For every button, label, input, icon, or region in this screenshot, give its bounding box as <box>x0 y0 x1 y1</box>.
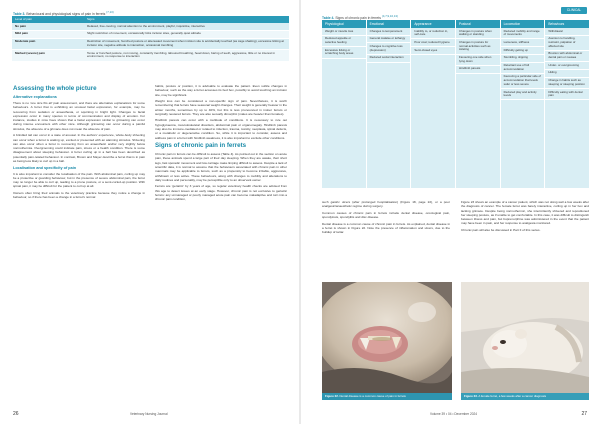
body-paragraph: Dental disease is a common cause of chronic pain in ferrets. As explained, dental disease in a ferret is shown in Figure 22. Note the presence of inflammation and ulcers, due to the buildup of tartar. <box>322 221 450 235</box>
table-row <box>12 50 289 62</box>
body-paragraph: Figure 23 shows an example of a cancer patient, which was not doing well a few weeks after the diagnosis of cancer. The female ferret was barely interactive, curling up in her box and lacking grimace. Despite being normothermic, she intermittently shivered and repositioned her sleeping posture, as if unable to get comfortable. In this case, it was difficult to distinguish between illness and pain, but buprenorphine was administered in the event that the patient may have been in pain, and her response to analgesia monitored. <box>461 200 589 226</box>
pain-signs-cell: Restriction of movement, hunched posture or attenuated movement when incision site is accidentally touched (as cage shaking), excessive licking at incision site, negative attitude to interaction, occasional trembling <box>84 38 289 50</box>
section-heading: Assessing the whole picture <box>13 85 97 92</box>
pain-level-cell: No pain <box>12 23 84 30</box>
body-paragraph: Chronic pain will also be discussed in Part II of this series. <box>461 227 541 232</box>
table4-caption-cite: (4,7,9,10,13) <box>381 14 398 18</box>
table-cell: Lameness, stiffness <box>501 39 545 47</box>
pain-level-cell: Mild pain <box>12 30 84 38</box>
table-cell: General malaise or lethargy <box>367 36 411 44</box>
table-cell: Stumbling, slipping <box>501 55 545 63</box>
pain-levels-table <box>12 16 289 62</box>
table-cell: Poor coat; reduced hygiene <box>411 39 455 47</box>
table-header-signs: Signs <box>84 16 289 23</box>
table-cell: Changes in posture when walking or standing <box>456 28 500 39</box>
table-column-physiological <box>322 20 366 188</box>
clinical-badge: CLINICAL <box>561 7 587 14</box>
figure-23-photo <box>461 282 589 400</box>
ferret-dental-image <box>322 282 452 400</box>
figure-23-caption <box>461 393 589 400</box>
pain-signs-cell: Relaxed, free-moving, normal attention to the environment, playful, inquisitive, interactive <box>84 23 289 30</box>
table-cell: Hindlimb paresis <box>456 66 500 74</box>
figure-23-label: Figure 23. <box>464 394 478 398</box>
section-heading: Signs of chronic pain in ferrets <box>155 142 247 150</box>
column-header: Locomotion <box>501 20 545 28</box>
page-number-right: 27 <box>581 411 587 417</box>
issue-footer: Volume 39 • 04 • December 2024 <box>430 412 478 416</box>
table3-caption-label: Table 3. <box>13 12 26 17</box>
table-cell: Semi-closed eyes <box>411 47 455 55</box>
body-paragraph: Hindlimb paresis can occur with a multitude of conditions. It is necessary to rule out hypoglycaemia, musculoskeletal disorders, abdominal pain or organomegaly. Hindlimb paresis may also be immune-mediated or related to infection, trauma, toxicity, neoplasia, spinal defects, or a metabolic or degenerative condition. So, while it is important to consider, assess and address pain in a ferret with hindlimb weakness, it is also important to exclude other conditions. <box>155 118 287 140</box>
subsection-heading: Alternative explanations <box>13 95 57 99</box>
table-cell: Changes to temperament <box>367 28 411 36</box>
body-paragraph: It is also important to consider the localisation of the pain. With abdominal pain, curling up may be a protective or guarding behaviour, but in the presence of severe abdominal pain, the ferret may no longer be able to curl up, leading to a prone posture, or a semi-curled-up position. With spinal pain, it may be difficult for the patient to curl up at all. <box>13 171 145 189</box>
ferret-cancer-patient-image <box>461 282 589 400</box>
body-paragraph: Ferrets are 'geriatric' by 3 years of age, so regular veterinary health checks are advised from this age to detect issues at an early stage. However, chronic pain is not exclusive to geriatric ferrets: any unmanaged or poorly managed acute pain can become maladaptive and turn into a chronic pain condition, <box>155 184 287 202</box>
table-cell: Aversion to handling, restraint, palpation of affected site <box>545 36 589 51</box>
table-cell: Reduced social interaction <box>367 55 411 63</box>
pain-level-cell: Marked (severe) pain <box>12 50 84 62</box>
body-paragraph: Owners often bring their animals to the veterinary practice because they notice a change in behaviour, so if there has been a change in a ferret's normal <box>13 190 145 200</box>
table-column-behaviours <box>545 20 589 188</box>
table-row <box>12 30 289 38</box>
subsection-heading: Localisation and specificity of pain <box>13 165 77 170</box>
table-cell: Reduced play and activity levels <box>501 89 545 100</box>
figure-22-caption <box>322 393 452 400</box>
table4-caption-text: Signs of chronic pain in ferrets <box>335 16 381 21</box>
column-header: Behaviours <box>545 20 589 28</box>
table-column-postural <box>456 20 500 188</box>
table-cell: Favouring a particular side of accommodation that levels safer or less severe <box>501 74 545 89</box>
pain-signs-cell: Tense or hunched posture, not moving, constantly trembling, laboured breathing, head down, baring of teeth, aggressive, little or no interest in environment, no response to interaction <box>84 50 289 62</box>
figure-23-text: A female ferret, a few weeks after a cancer diagnosis <box>478 394 547 398</box>
table-column-emotional <box>367 20 411 188</box>
column-header: Appearance <box>411 20 455 28</box>
table-cell: Under- or overgrooming <box>545 62 589 70</box>
journal-footer: Veterinary Nursing Journal <box>130 412 168 416</box>
pain-level-cell: Moderate pain <box>12 38 84 50</box>
table-cell: Reduced mobility and range of movements <box>501 28 545 39</box>
table4-caption-label: Table 4. <box>322 16 335 21</box>
table-row <box>12 23 289 30</box>
table3-caption-cite: (7,13) <box>106 10 114 14</box>
body-paragraph: habits, posture or position, it is advisable to evaluate the patient. Even subtle changes in behaviour, such as the way a ferret accesses its bed box, possibly to avoid touching an incision site, may be significant. <box>155 84 287 97</box>
table-header-row <box>12 16 289 23</box>
column-header: Postural <box>456 20 500 28</box>
table-cell: Changes in posture for normal activities such as toileting <box>456 39 500 54</box>
table-cell: Excessive licking or scratching body areas <box>322 47 366 58</box>
page-number-left: 26 <box>13 411 19 417</box>
left-column-2 <box>155 84 287 404</box>
table3-caption-text: Behavioural and physiological signs of pain in ferrets <box>26 12 106 17</box>
table-cell: Bruxism with abdominal or dental pain or nausea <box>545 51 589 62</box>
body-paragraph: such gastric ulcers (after prolonged hospitalisation) (Figure 18, page 22), or a poor analgesic/anaesthetic regime during surgery. <box>322 200 450 209</box>
table-cell: Favouring one side when lying down <box>456 55 500 66</box>
body-paragraph: Chronic pain in ferrets can be difficult to assess (Table 4). As pointed out in the section on acute pain, these animals spend a large part of their day sleeping. When they are awake, their short legs, fast sporadic movement and low carriage make limping difficult to assess. Despite a lack of scientific data, it is normal to assume that the behaviours associated with chronic pain in other mammals may be applicable to ferrets, such as a propensity to become irritable, aggressive, withdrawn or less active. These behaviours, along with changes to mobility and alterations to daily routines and personality, may be perceptible only to an observant owner. <box>155 152 287 182</box>
table-cell: Change in habits such as sleeping or sleeping position <box>545 78 589 89</box>
table-cell: Difficulty getting up <box>501 47 545 55</box>
pain-signs-cell: Slight restriction of movement, occasionally licks incision sites, generally quiet attitude <box>84 30 289 38</box>
table-row <box>12 38 289 50</box>
body-paragraph: Weight loss can be considered a non-specific sign of pain. Nevertheless, it is worth remembering that ferrets have seasonal weight changes. Their weight is generally heavier in the winter months, sometimes by up to 40%, but this is less pronounced in indoor ferrets or surgically neutered ferrets. They are also sexually dimorphic (males are heavier than females). <box>155 99 287 116</box>
body-paragraph: There is no 'one size fits all' pain assessment, and there are alternative explanations for some behaviours. A ferret that is exhibiting an unusual facial expression, for example, may be recovering from sedation or anaesthesia, or squinting in bright light. Changes to facial expression occur in many species in terms of communication and display of emotion. For instance, studies in mice have shown that a facial expression similar to grimacing can occur during intense encounters with other mice. Although grimacing can occur during a painful stimulus, the absence of a grimace does not mean the absence of pain. <box>13 101 145 131</box>
figure-22-label: Figure 22. <box>325 394 339 398</box>
table-cell: Weight or muscle loss <box>322 28 366 36</box>
right-column-1 <box>322 200 450 250</box>
chronic-pain-table <box>322 20 589 188</box>
table-column-appearance <box>411 20 455 188</box>
table-header-level: Level of pain <box>12 16 84 23</box>
table-cell: Reduced appetite or selective feeding <box>322 36 366 47</box>
table-cell: Changes to cognitive loss (depression) <box>367 43 411 54</box>
body-paragraph: A brindled tail can occur in a state of arousal. In the authors' experience, whole-body shivering can occur when a ferret is waking up, excited or presented with an alarming stimulus. Shivering can also occur when a ferret is recovering from an anaesthetic and/or very slightly below normothermia. Overgrooming could indicate pain, stress or a health condition. There is some disagreement about sleeping behaviour. A ferret curling up in a ball has been described as potentially pain-related behaviour. In contrast, Brown and Mayer describe a ferret that is in pain as being less likely to curl up in a ball. <box>13 133 145 164</box>
right-column-2 <box>461 200 589 280</box>
table-cell: Hiding <box>545 70 589 78</box>
right-page <box>300 0 600 424</box>
figure-22-photo <box>322 282 452 400</box>
table-column-locomotion <box>501 20 545 188</box>
figure-22-text: Dental disease is a common cause of pain in ferrets <box>339 394 406 398</box>
table-cell: Inability to, or reduction in, self-care <box>411 28 455 39</box>
table-cell: Difficulty eating with dental pain <box>545 89 589 100</box>
body-paragraph: Common causes of chronic pain in ferrets include dental disease, oncological pain, spondylosis, spondylitis and disc disease. <box>322 210 450 220</box>
table-cell: Reluctant use of full accommodation <box>501 63 545 74</box>
left-column-1 <box>13 84 145 404</box>
column-header: Physiological <box>322 20 366 28</box>
table-cell: Withdrawal <box>545 28 589 36</box>
column-header: Emotional <box>367 20 411 28</box>
